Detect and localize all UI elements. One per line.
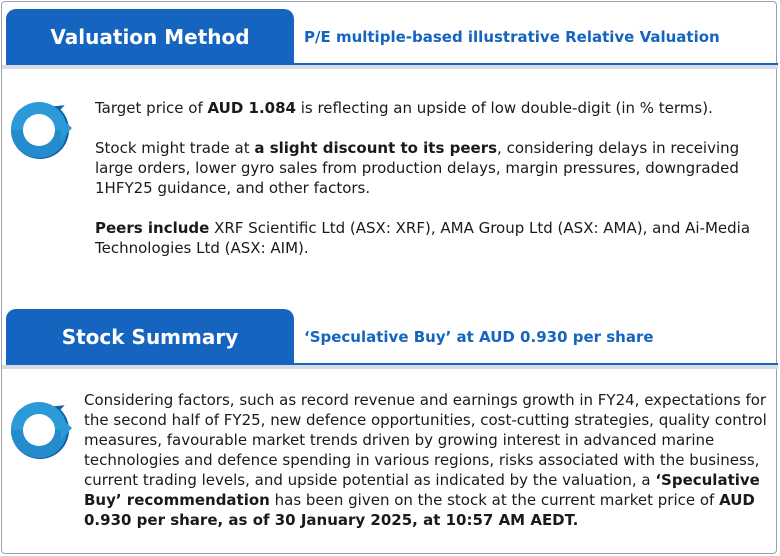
valuation-subtitle: P/E multiple-based illustrative Relative Valuation xyxy=(304,28,720,46)
summary-subtitle: ‘Speculative Buy’ at AUD 0.930 per share xyxy=(304,328,654,346)
discount-phrase: a slight discount to its peers xyxy=(254,139,498,157)
summary-text xyxy=(84,390,770,530)
valuation-p1-post: is reflecting an upside of low double-digit (in % terms). xyxy=(295,99,713,117)
valuation-paragraph-3 xyxy=(95,218,770,258)
target-price: AUD 1.084 xyxy=(207,99,296,117)
valuation-p1-pre: Target price of xyxy=(95,99,208,117)
valuation-p2-pre: Stock might trade at xyxy=(95,139,255,157)
peers-label: Peers include xyxy=(95,219,210,237)
speech-bubble-icon xyxy=(6,96,74,164)
summary-tab-title: Stock Summary xyxy=(6,309,294,365)
valuation-paragraph-1 xyxy=(95,98,770,118)
summary-text-pre: Considering factors, such as record revenue and earnings growth in FY24, expectations for the second half of FY25, new defence opportunities, cost-cutting strategies, quality control measures, favourable market trends driven by growing interest in advanced marine technologies and defence spending in various regions, risks associated with the business, current trading levels, and upside potential as indicated by the valuation, a xyxy=(84,391,767,489)
valuation-band xyxy=(2,65,778,69)
summary-text-mid: has been given on the stock at the current market price of xyxy=(269,491,720,509)
price-date: AUD 0.930 per share, as of 30 January 2025, at 10:57 AM AEDT. xyxy=(84,491,755,529)
valuation-p2-post: , considering delays in receiving large orders, lower gyro sales from production delays, margin pressures, downgraded 1HFY25 guidance, and other factors. xyxy=(95,139,740,197)
summary-paragraph xyxy=(84,390,770,530)
valuation-text xyxy=(95,98,770,258)
summary-band xyxy=(2,365,778,369)
valuation-header xyxy=(6,9,778,63)
peers-list: XRF Scientific Ltd (ASX: XRF), AMA Group Ltd (ASX: AMA), and Ai-Media Technologies Ltd (ASX: AIM). xyxy=(95,219,751,257)
valuation-tab-title: Valuation Method xyxy=(6,9,294,65)
summary-header xyxy=(6,309,778,363)
valuation-paragraph-2 xyxy=(95,138,770,198)
speech-bubble-icon xyxy=(6,396,74,464)
recommendation: ‘Speculative Buy’ recommendation xyxy=(84,471,760,509)
